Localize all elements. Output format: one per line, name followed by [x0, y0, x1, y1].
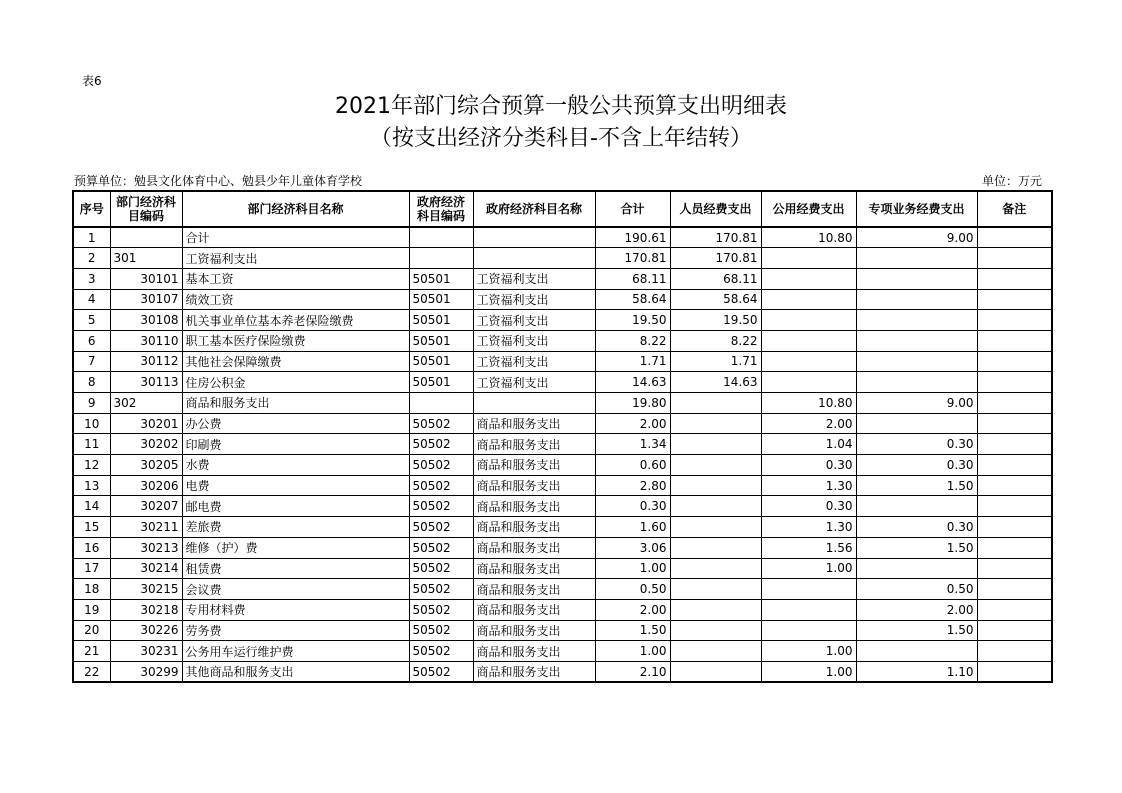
cell-remarks [977, 413, 1052, 434]
cell-gov-code: 50502 [409, 620, 473, 641]
cell-dept-name: 差旅费 [182, 517, 409, 538]
cell-seq: 6 [73, 330, 110, 351]
cell-gov-name: 工资福利支出 [473, 330, 595, 351]
cell-gov-name: 商品和服务支出 [473, 413, 595, 434]
cell-gov-code [409, 393, 473, 414]
cell-dept-code: 30107 [110, 289, 182, 310]
cell-public [761, 579, 856, 600]
cell-dept-code: 30101 [110, 268, 182, 289]
cell-gov-code: 50501 [409, 330, 473, 351]
cell-remarks [977, 268, 1052, 289]
cell-dept-name: 其他社会保障缴费 [182, 351, 409, 372]
table-row [73, 455, 1052, 476]
table-row [73, 289, 1052, 310]
cell-public: 0.30 [761, 455, 856, 476]
table-row [73, 372, 1052, 393]
table-row [73, 268, 1052, 289]
cell-special [856, 268, 977, 289]
cell-gov-name: 商品和服务支出 [473, 558, 595, 579]
header-seq: 序号 [73, 191, 110, 227]
cell-total: 0.50 [595, 579, 670, 600]
cell-seq: 4 [73, 289, 110, 310]
cell-special: 2.00 [856, 599, 977, 620]
cell-gov-name: 工资福利支出 [473, 351, 595, 372]
cell-gov-name: 商品和服务支出 [473, 579, 595, 600]
cell-dept-code: 30108 [110, 310, 182, 331]
cell-seq: 13 [73, 475, 110, 496]
cell-personnel: 170.81 [670, 227, 761, 248]
cell-remarks [977, 227, 1052, 248]
cell-dept-code: 30213 [110, 537, 182, 558]
cell-special [856, 289, 977, 310]
cell-special: 0.30 [856, 434, 977, 455]
table-row [73, 434, 1052, 455]
cell-total: 14.63 [595, 372, 670, 393]
header-public: 公用经费支出 [761, 191, 856, 227]
cell-gov-name: 工资福利支出 [473, 372, 595, 393]
cell-seq: 7 [73, 351, 110, 372]
table-row [73, 351, 1052, 372]
cell-special [856, 558, 977, 579]
table-row [73, 641, 1052, 662]
cell-dept-name: 公务用车运行维护费 [182, 641, 409, 662]
table-row [73, 310, 1052, 331]
cell-gov-name: 工资福利支出 [473, 310, 595, 331]
cell-gov-name: 商品和服务支出 [473, 455, 595, 476]
cell-dept-name: 基本工资 [182, 268, 409, 289]
cell-personnel: 170.81 [670, 248, 761, 269]
cell-dept-name: 工资福利支出 [182, 248, 409, 269]
table-row [73, 517, 1052, 538]
cell-total: 1.00 [595, 558, 670, 579]
cell-dept-code: 301 [110, 248, 182, 269]
cell-personnel: 8.22 [670, 330, 761, 351]
header-dept-code: 部门经济科目编码 [110, 191, 182, 227]
cell-personnel [670, 599, 761, 620]
cell-remarks [977, 661, 1052, 682]
cell-total: 58.64 [595, 289, 670, 310]
table-row [73, 227, 1052, 248]
cell-public: 0.30 [761, 496, 856, 517]
cell-gov-name: 商品和服务支出 [473, 496, 595, 517]
cell-total: 1.34 [595, 434, 670, 455]
cell-gov-code: 50502 [409, 661, 473, 682]
cell-special: 9.00 [856, 227, 977, 248]
cell-gov-name: 工资福利支出 [473, 268, 595, 289]
cell-remarks [977, 351, 1052, 372]
cell-gov-name: 商品和服务支出 [473, 475, 595, 496]
cell-dept-code: 30110 [110, 330, 182, 351]
cell-gov-code: 50502 [409, 558, 473, 579]
cell-seq: 10 [73, 413, 110, 434]
cell-gov-code [409, 248, 473, 269]
cell-public [761, 330, 856, 351]
cell-special [856, 372, 977, 393]
cell-public: 1.56 [761, 537, 856, 558]
cell-total: 68.11 [595, 268, 670, 289]
cell-remarks [977, 537, 1052, 558]
header-remarks: 备注 [977, 191, 1052, 227]
page-title: 2021年部门综合预算一般公共预算支出明细表 [335, 94, 787, 119]
cell-seq: 17 [73, 558, 110, 579]
cell-remarks [977, 620, 1052, 641]
cell-gov-name: 工资福利支出 [473, 289, 595, 310]
cell-seq: 22 [73, 661, 110, 682]
table-row [73, 393, 1052, 414]
cell-gov-name: 商品和服务支出 [473, 620, 595, 641]
cell-special: 0.30 [856, 455, 977, 476]
cell-dept-name: 劳务费 [182, 620, 409, 641]
cell-gov-name: 商品和服务支出 [473, 434, 595, 455]
cell-public [761, 351, 856, 372]
cell-dept-code: 30211 [110, 517, 182, 538]
cell-seq: 18 [73, 579, 110, 600]
cell-remarks [977, 641, 1052, 662]
cell-total: 1.00 [595, 641, 670, 662]
cell-personnel [670, 413, 761, 434]
cell-remarks [977, 475, 1052, 496]
cell-special [856, 330, 977, 351]
cell-total: 2.80 [595, 475, 670, 496]
cell-special: 1.10 [856, 661, 977, 682]
cell-total: 1.60 [595, 517, 670, 538]
cell-total: 2.00 [595, 599, 670, 620]
cell-special: 1.50 [856, 620, 977, 641]
header-gov-code: 政府经济科目编码 [409, 191, 473, 227]
cell-dept-code: 302 [110, 393, 182, 414]
cell-dept-name: 邮电费 [182, 496, 409, 517]
cell-seq: 16 [73, 537, 110, 558]
cell-gov-code: 50502 [409, 599, 473, 620]
table-row [73, 620, 1052, 641]
cell-personnel [670, 455, 761, 476]
cell-total: 2.10 [595, 661, 670, 682]
cell-seq: 14 [73, 496, 110, 517]
cell-dept-name: 合计 [182, 227, 409, 248]
cell-gov-code: 50501 [409, 268, 473, 289]
cell-dept-code: 30299 [110, 661, 182, 682]
cell-public [761, 289, 856, 310]
cell-total: 190.61 [595, 227, 670, 248]
cell-seq: 1 [73, 227, 110, 248]
currency-unit-label: 单位：万元 [981, 174, 1042, 188]
cell-dept-name: 机关事业单位基本养老保险缴费 [182, 310, 409, 331]
cell-public [761, 310, 856, 331]
cell-total: 0.60 [595, 455, 670, 476]
cell-remarks [977, 330, 1052, 351]
header-special: 专项业务经费支出 [856, 191, 977, 227]
cell-gov-name [473, 248, 595, 269]
cell-dept-name: 维修（护）费 [182, 537, 409, 558]
cell-total: 19.50 [595, 310, 670, 331]
cell-special [856, 413, 977, 434]
cell-dept-code: 30215 [110, 579, 182, 600]
cell-total: 8.22 [595, 330, 670, 351]
cell-dept-name: 租赁费 [182, 558, 409, 579]
table-row [73, 475, 1052, 496]
cell-remarks [977, 455, 1052, 476]
cell-personnel [670, 393, 761, 414]
cell-dept-name: 其他商品和服务支出 [182, 661, 409, 682]
cell-special: 1.50 [856, 537, 977, 558]
cell-gov-name: 商品和服务支出 [473, 599, 595, 620]
cell-dept-code: 30226 [110, 620, 182, 641]
cell-personnel: 1.71 [670, 351, 761, 372]
cell-dept-name: 住房公积金 [182, 372, 409, 393]
table-row [73, 599, 1052, 620]
cell-public: 1.30 [761, 517, 856, 538]
cell-dept-code [110, 227, 182, 248]
cell-dept-name: 绩效工资 [182, 289, 409, 310]
cell-remarks [977, 393, 1052, 414]
table-row [73, 558, 1052, 579]
cell-gov-name: 商品和服务支出 [473, 537, 595, 558]
header-row [73, 191, 1052, 227]
cell-dept-name: 电费 [182, 475, 409, 496]
cell-seq: 3 [73, 268, 110, 289]
cell-gov-code: 50502 [409, 496, 473, 517]
cell-seq: 19 [73, 599, 110, 620]
cell-special [856, 248, 977, 269]
budget-unit-label: 预算单位：勉县文化体育中心、勉县少年儿童体育学校 [74, 174, 363, 188]
table-row [73, 496, 1052, 517]
budget-table [72, 190, 1053, 683]
cell-special: 0.50 [856, 579, 977, 600]
cell-personnel [670, 496, 761, 517]
cell-public: 2.00 [761, 413, 856, 434]
cell-gov-code: 50501 [409, 289, 473, 310]
cell-gov-code: 50502 [409, 434, 473, 455]
cell-gov-code: 50502 [409, 641, 473, 662]
cell-seq: 11 [73, 434, 110, 455]
cell-personnel [670, 517, 761, 538]
header-dept-name: 部门经济科目名称 [182, 191, 409, 227]
cell-total: 3.06 [595, 537, 670, 558]
cell-public [761, 248, 856, 269]
cell-dept-name: 印刷费 [182, 434, 409, 455]
cell-special: 0.30 [856, 517, 977, 538]
cell-dept-code: 30206 [110, 475, 182, 496]
cell-remarks [977, 289, 1052, 310]
cell-seq: 2 [73, 248, 110, 269]
cell-dept-code: 30205 [110, 455, 182, 476]
cell-personnel [670, 579, 761, 600]
cell-special [856, 351, 977, 372]
cell-dept-name: 会议费 [182, 579, 409, 600]
cell-dept-name: 职工基本医疗保险缴费 [182, 330, 409, 351]
cell-public [761, 372, 856, 393]
cell-gov-code: 50502 [409, 413, 473, 434]
cell-gov-name: 商品和服务支出 [473, 641, 595, 662]
cell-public: 10.80 [761, 393, 856, 414]
table-number: 表6 [82, 74, 102, 88]
cell-dept-code: 30207 [110, 496, 182, 517]
cell-dept-name: 水费 [182, 455, 409, 476]
cell-seq: 12 [73, 455, 110, 476]
cell-remarks [977, 310, 1052, 331]
cell-public [761, 620, 856, 641]
cell-public: 1.00 [761, 558, 856, 579]
cell-special: 9.00 [856, 393, 977, 414]
cell-gov-code: 50501 [409, 372, 473, 393]
cell-remarks [977, 434, 1052, 455]
cell-remarks [977, 558, 1052, 579]
cell-personnel [670, 434, 761, 455]
table-row [73, 413, 1052, 434]
cell-total: 2.00 [595, 413, 670, 434]
cell-dept-name: 专用材料费 [182, 599, 409, 620]
cell-public [761, 599, 856, 620]
cell-public: 1.30 [761, 475, 856, 496]
cell-dept-code: 30201 [110, 413, 182, 434]
cell-public: 10.80 [761, 227, 856, 248]
table-row [73, 537, 1052, 558]
cell-seq: 15 [73, 517, 110, 538]
cell-seq: 9 [73, 393, 110, 414]
cell-dept-name: 办公费 [182, 413, 409, 434]
cell-personnel [670, 641, 761, 662]
cell-public: 1.00 [761, 661, 856, 682]
cell-dept-name: 商品和服务支出 [182, 393, 409, 414]
header-personnel: 人员经费支出 [670, 191, 761, 227]
cell-public: 1.04 [761, 434, 856, 455]
cell-dept-code: 30218 [110, 599, 182, 620]
cell-seq: 5 [73, 310, 110, 331]
cell-personnel: 14.63 [670, 372, 761, 393]
cell-gov-code: 50502 [409, 517, 473, 538]
cell-public [761, 268, 856, 289]
table-row [73, 330, 1052, 351]
cell-remarks [977, 372, 1052, 393]
cell-personnel [670, 620, 761, 641]
cell-total: 170.81 [595, 248, 670, 269]
cell-total: 1.50 [595, 620, 670, 641]
cell-personnel [670, 558, 761, 579]
cell-seq: 20 [73, 620, 110, 641]
cell-remarks [977, 517, 1052, 538]
cell-remarks [977, 496, 1052, 517]
cell-total: 19.80 [595, 393, 670, 414]
table-row [73, 661, 1052, 682]
cell-dept-code: 30113 [110, 372, 182, 393]
cell-dept-code: 30231 [110, 641, 182, 662]
cell-remarks [977, 599, 1052, 620]
cell-total: 0.30 [595, 496, 670, 517]
cell-special [856, 496, 977, 517]
cell-gov-code: 50501 [409, 351, 473, 372]
cell-gov-code: 50502 [409, 455, 473, 476]
header-gov-name: 政府经济科目名称 [473, 191, 595, 227]
cell-seq: 8 [73, 372, 110, 393]
cell-remarks [977, 579, 1052, 600]
cell-special [856, 641, 977, 662]
cell-seq: 21 [73, 641, 110, 662]
cell-dept-code: 30202 [110, 434, 182, 455]
cell-gov-code: 50502 [409, 537, 473, 558]
cell-personnel: 19.50 [670, 310, 761, 331]
table-row [73, 248, 1052, 269]
cell-personnel [670, 475, 761, 496]
cell-gov-code: 50502 [409, 475, 473, 496]
cell-gov-name: 商品和服务支出 [473, 517, 595, 538]
cell-gov-name [473, 227, 595, 248]
cell-special: 1.50 [856, 475, 977, 496]
cell-personnel: 58.64 [670, 289, 761, 310]
cell-personnel [670, 537, 761, 558]
cell-gov-name [473, 393, 595, 414]
cell-personnel [670, 661, 761, 682]
cell-dept-code: 30112 [110, 351, 182, 372]
cell-personnel: 68.11 [670, 268, 761, 289]
cell-gov-code: 50502 [409, 579, 473, 600]
cell-public: 1.00 [761, 641, 856, 662]
page-subtitle: （按支出经济分类科目-不含上年结转） [370, 126, 752, 151]
cell-remarks [977, 248, 1052, 269]
cell-gov-name: 商品和服务支出 [473, 661, 595, 682]
cell-total: 1.71 [595, 351, 670, 372]
cell-dept-code: 30214 [110, 558, 182, 579]
table-row [73, 579, 1052, 600]
cell-gov-code: 50501 [409, 310, 473, 331]
cell-gov-code [409, 227, 473, 248]
header-total: 合计 [595, 191, 670, 227]
cell-special [856, 310, 977, 331]
